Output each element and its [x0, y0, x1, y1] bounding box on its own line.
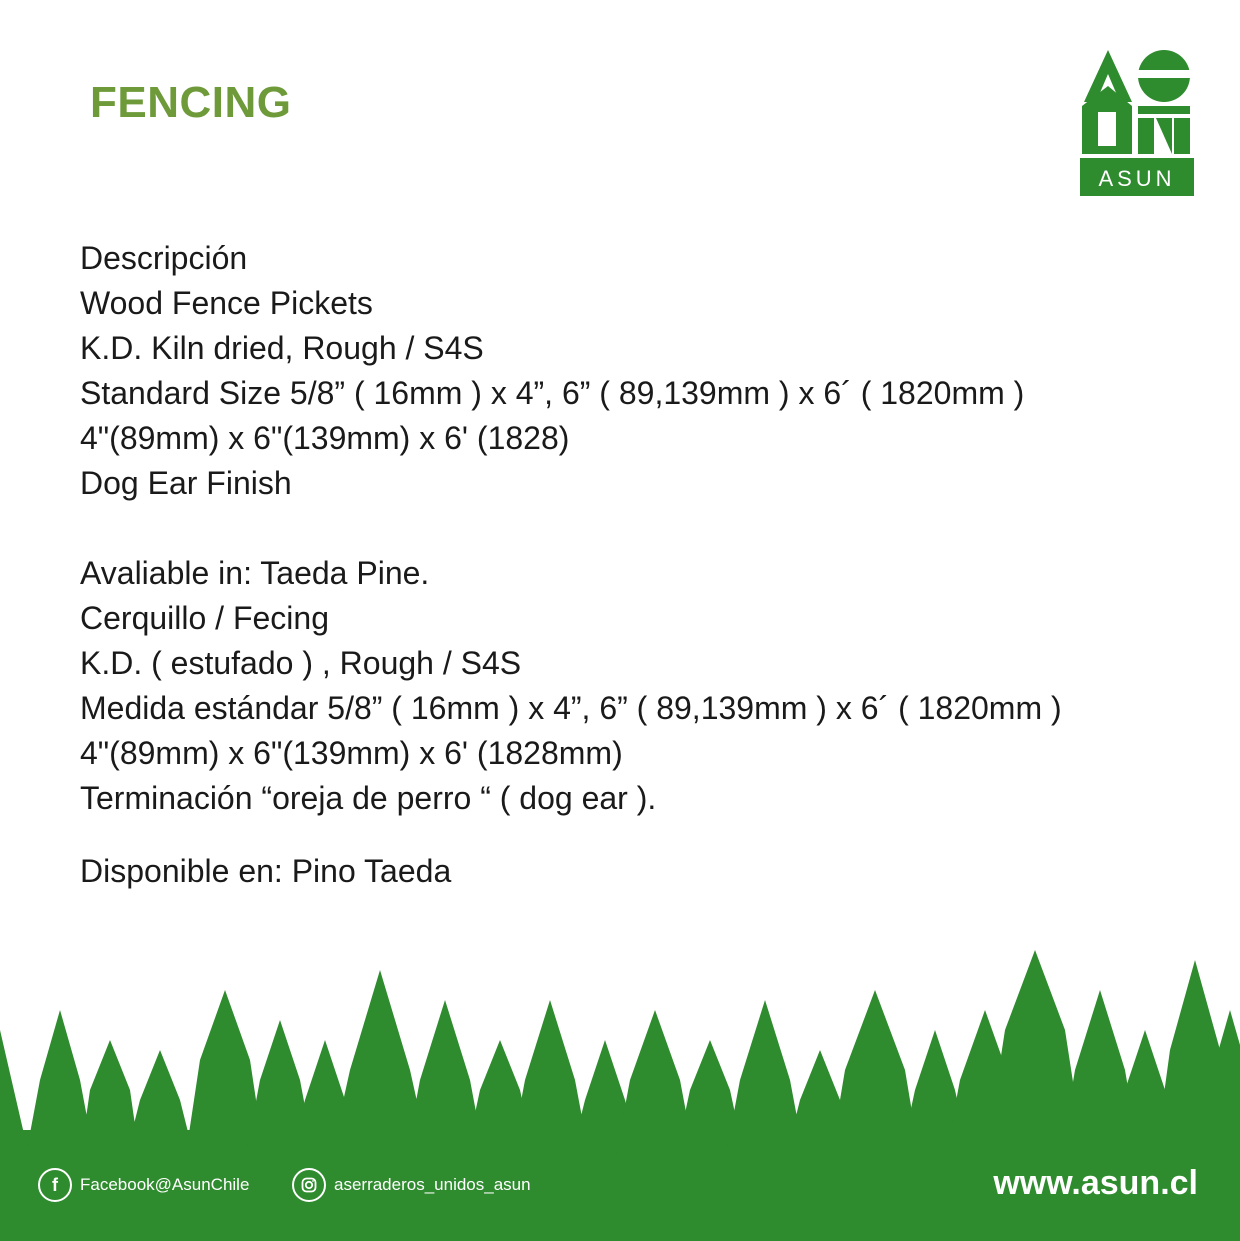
text-line: K.D. ( estufado ) , Rough / S4S [80, 645, 522, 681]
facebook-link[interactable] [38, 1168, 249, 1202]
text-line: Cerquillo / Fecing [80, 600, 329, 636]
text-line: Dog Ear Finish [80, 465, 292, 501]
website-link[interactable]: www.asun.cl [993, 1164, 1198, 1202]
text-line: Terminación “oreja de perro “ ( dog ear ). [80, 780, 657, 816]
text-line: Medida estándar 5/8” ( 16mm ) x 4”, 6” ( 89,139mm ) x 6´ ( 1820mm ) [80, 690, 1062, 726]
asun-logo [1080, 46, 1194, 196]
text-line: Descripción [80, 240, 248, 276]
instagram-link[interactable] [292, 1168, 531, 1202]
facebook-handle: Facebook@AsunChile [80, 1175, 250, 1194]
text-line: 4"(89mm) x 6"(139mm) x 6' (1828mm) [80, 735, 623, 771]
page-title: FENCING [90, 78, 292, 127]
footer [0, 1160, 1240, 1220]
text-line: Wood Fence Pickets [80, 285, 373, 321]
availability-es: Disponible en: Pino Taeda [80, 853, 452, 889]
availability-en: Avaliable in: Taeda Pine. [80, 555, 430, 591]
instagram-icon [292, 1168, 326, 1202]
instagram-handle: aserraderos_unidos_asun [334, 1175, 531, 1194]
logo-text: ASUN [1098, 166, 1176, 191]
facebook-icon: f [38, 1168, 72, 1202]
text-line: K.D. Kiln dried, Rough / S4S [80, 330, 484, 366]
text-line: 4"(89mm) x 6"(139mm) x 6' (1828) [80, 420, 570, 456]
text-line: Standard Size 5/8” ( 16mm ) x 4”, 6” ( 89,139mm ) x 6´ ( 1820mm ) [80, 375, 1025, 411]
product-description [80, 236, 1200, 894]
